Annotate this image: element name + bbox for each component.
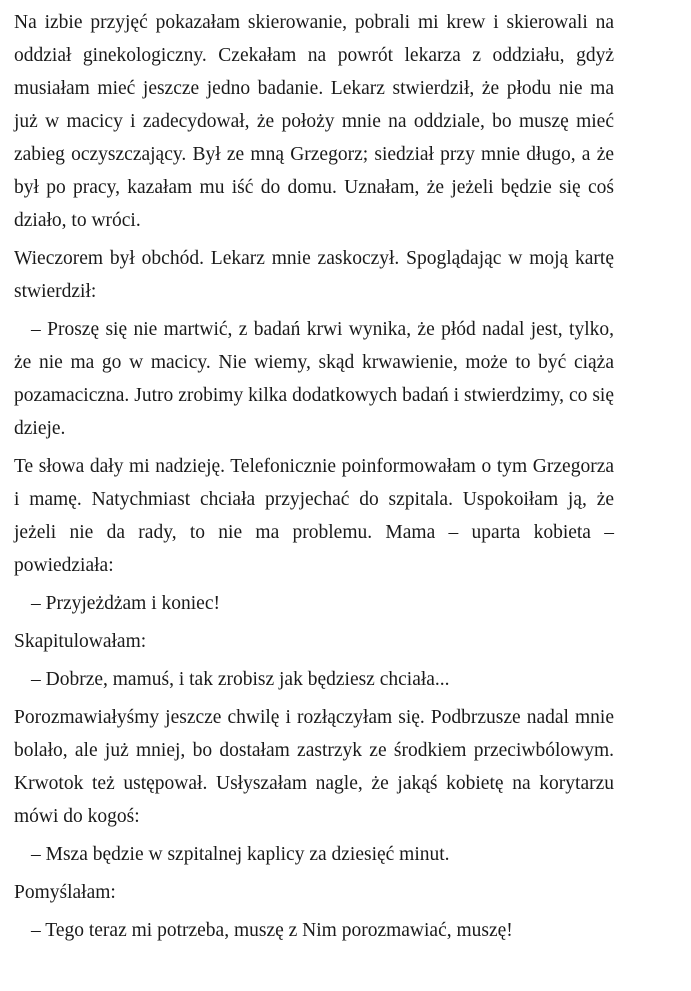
dialogue-line-2: – Przyjeżdżam i koniec! [31,593,220,614]
paragraph-5: Porozmawiałyśmy jeszcze chwilę i rozłączyłam się. Podbrzusze nadal mnie bolało, ale już mniej, bo dostałam zastrzyk ze środkiem przeciwbólowym. Krwotok też ustępował. Usłyszałam nagle, że jakąś kobietę na korytarzu mówi do kogoś: [14,707,614,827]
paragraph-4: Skapitulowałam: [14,631,147,652]
paragraph-3: Te słowa dały mi nadzieję. Telefonicznie poinformowałam o tym Grzegorza i mamę. Natychmiast chciała przyjechać do szpitala. Uspokoiłam ją, że jeżeli nie da rady, to nie ma problemu. Mama – uparta kobieta – powiedziała: [14,456,614,576]
paragraph-6: Pomyślałam: [14,882,116,903]
paragraph-2: Wieczorem był obchód. Lekarz mnie zaskoczył. Spoglądając w moją kartę stwierdził: [14,248,614,302]
document-page [14,6,614,952]
dialogue-line-4: – Msza będzie w szpitalnej kaplicy za dziesięć minut. [31,844,450,865]
dialogue-line-3: – Dobrze, mamuś, i tak zrobisz jak będziesz chciała... [31,669,450,690]
paragraph-1: Na izbie przyjęć pokazałam skierowanie, pobrali mi krew i skierowali na oddział ginekologiczny. Czekałam na powrót lekarza z oddziału, gdyż musiałam mieć jeszcze jedno badanie. Lekarz stwierdził, że płodu nie ma już w macicy i zadecydował, że położy mnie na oddziale, bo muszę mieć zabieg oczyszczający. Był ze mną Grzegorz; siedział przy mnie długo, a że był po pracy, kazałam mu iść do domu. Uznałam, że jeżeli będzie się coś działo, to wróci. [14,12,614,231]
dialogue-line-1: – Proszę się nie martwić, z badań krwi wynika, że płód nadal jest, tylko, że nie ma go w macicy. Nie wiemy, skąd krwawienie, może to być ciąża pozamaciczna. Jutro zrobimy kilka dodatkowych badań i stwierdzimy, co się dzieje. [14,319,614,439]
dialogue-line-5: – Tego teraz mi potrzeba, muszę z Nim porozmawiać, muszę! [31,920,513,941]
